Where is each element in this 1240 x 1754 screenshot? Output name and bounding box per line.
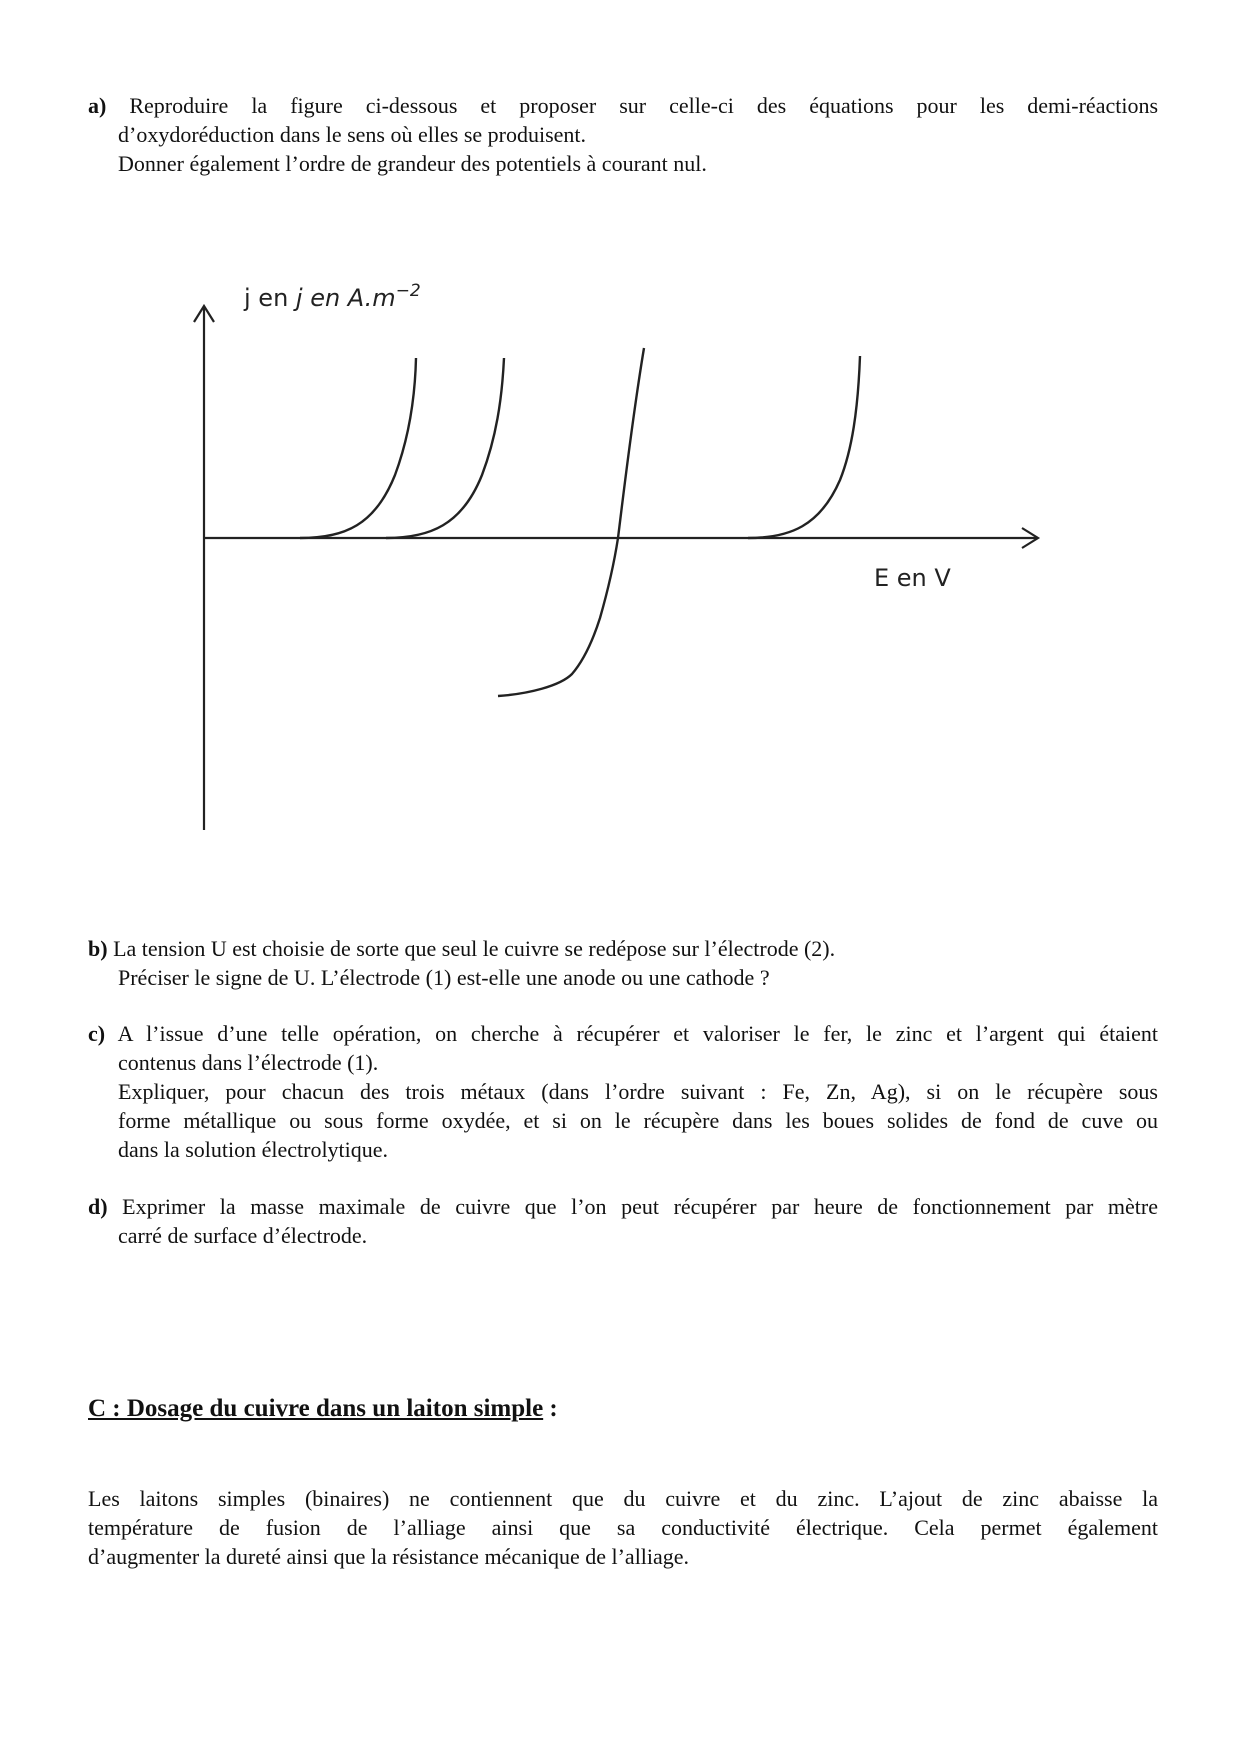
y-axis-label-unit: j en A.m bbox=[295, 284, 396, 312]
question-c-line5: dans la solution électrolytique. bbox=[118, 1137, 389, 1162]
question-b-line2: Préciser le signe de U. L’électrode (1) est-elle une anode ou une cathode ? bbox=[118, 965, 770, 990]
current-potential-figure bbox=[180, 281, 1060, 840]
oxidation-curve-1 bbox=[300, 358, 416, 538]
y-axis-label: j en j en $A.m^{-2}$ bbox=[244, 281, 421, 312]
question-a-label: a) bbox=[88, 93, 107, 118]
section-c-title-text: C : Dosage du cuivre dans un laiton simple bbox=[88, 1395, 544, 1422]
laiton-paragraph bbox=[88, 1484, 1158, 1571]
section-c-title bbox=[88, 1395, 558, 1423]
section-c-title-suffix: : bbox=[543, 1395, 558, 1422]
question-b-line1: La tension U est choisie de sorte que seul le cuivre se redépose sur l’électrode (2). bbox=[113, 936, 836, 961]
question-a-line3: Donner également l’ordre de grandeur des potentiels à courant nul. bbox=[118, 151, 707, 176]
y-axis-label-exponent: −2 bbox=[395, 281, 421, 301]
question-b-label: b) bbox=[88, 936, 108, 961]
question-d-label: d) bbox=[88, 1194, 108, 1219]
question-c-line2: contenus dans l’électrode (1). bbox=[118, 1050, 379, 1075]
question-c bbox=[88, 1019, 1158, 1164]
paragraph-line2: température de fusion de l’alliage ainsi que sa conductivité électrique. Cela permet également bbox=[88, 1515, 1158, 1540]
oxidation-curve-3 bbox=[748, 356, 860, 538]
redox-couple-curve bbox=[498, 348, 644, 696]
x-axis-label: E en V bbox=[874, 564, 951, 592]
question-c-line4: forme métallique ou sous forme oxydée, et si on le récupère dans les boues solides de fond de cuve ou bbox=[118, 1108, 1158, 1133]
question-d-line2: carré de surface d’électrode. bbox=[118, 1223, 368, 1248]
intensity-potential-curves bbox=[180, 281, 1060, 840]
question-d bbox=[88, 1192, 1158, 1250]
question-d-line1: Exprimer la masse maximale de cuivre que l’on peut récupérer par heure de fonctionnement par mètre bbox=[122, 1194, 1159, 1219]
question-a-line1: Reproduire la figure ci-dessous et proposer sur celle-ci des équations pour les demi-réactions bbox=[129, 93, 1159, 118]
question-b bbox=[88, 934, 1158, 992]
question-c-label: c) bbox=[88, 1021, 106, 1046]
question-c-line3: Expliquer, pour chacun des trois métaux (dans l’ordre suivant : Fe, Zn, Ag), si on le récupère sous bbox=[118, 1079, 1158, 1104]
question-c-line1: A l’issue d’une telle opération, on cherche à récupérer et valoriser le fer, le zinc et l’argent qui étaient bbox=[117, 1021, 1158, 1046]
paragraph-line1: Les laitons simples (binaires) ne contiennent que du cuivre et du zinc. L’ajout de zinc abaisse la bbox=[88, 1486, 1158, 1511]
question-a bbox=[88, 91, 1158, 178]
question-a-line2: d’oxydoréduction dans le sens où elles se produisent. bbox=[118, 122, 587, 147]
paragraph-line3: d’augmenter la dureté ainsi que la résistance mécanique de l’alliage. bbox=[88, 1544, 690, 1569]
